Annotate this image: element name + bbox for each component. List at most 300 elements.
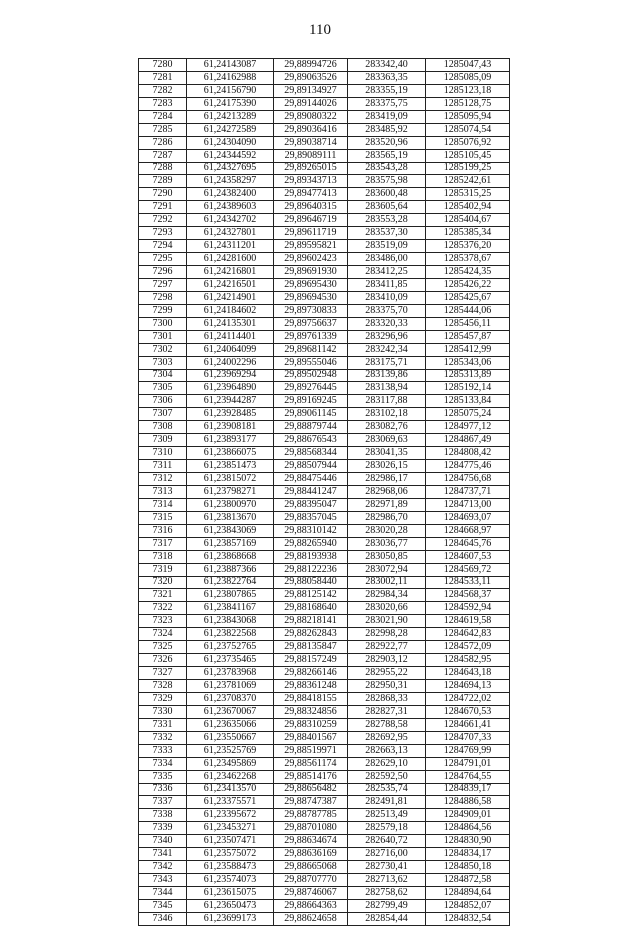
longitude-cell: 29,88193938 xyxy=(274,550,348,563)
x-coordinate-cell: 283600,48 xyxy=(348,188,426,201)
longitude-cell: 29,89761339 xyxy=(274,330,348,343)
longitude-cell: 29,88324856 xyxy=(274,705,348,718)
table-row xyxy=(139,395,510,408)
longitude-cell: 29,89756637 xyxy=(274,317,348,330)
point-number-cell: 7311 xyxy=(139,460,187,473)
x-coordinate-cell: 282950,31 xyxy=(348,680,426,693)
latitude-cell: 61,23798271 xyxy=(187,485,274,498)
point-number-cell: 7342 xyxy=(139,861,187,874)
point-number-cell: 7292 xyxy=(139,214,187,227)
longitude-cell: 29,89134927 xyxy=(274,84,348,97)
latitude-cell: 61,23783968 xyxy=(187,667,274,680)
point-number-cell: 7290 xyxy=(139,188,187,201)
table-row xyxy=(139,822,510,835)
y-coordinate-cell: 1285315,25 xyxy=(426,188,510,201)
latitude-cell: 61,23851473 xyxy=(187,460,274,473)
y-coordinate-cell: 1284769,99 xyxy=(426,744,510,757)
latitude-cell: 61,24064099 xyxy=(187,343,274,356)
longitude-cell: 29,89694530 xyxy=(274,291,348,304)
table-row xyxy=(139,692,510,705)
longitude-cell: 29,88665068 xyxy=(274,861,348,874)
longitude-cell: 29,88418155 xyxy=(274,692,348,705)
point-number-cell: 7284 xyxy=(139,110,187,123)
longitude-cell: 29,88475446 xyxy=(274,473,348,486)
point-number-cell: 7306 xyxy=(139,395,187,408)
point-number-cell: 7288 xyxy=(139,162,187,175)
x-coordinate-cell: 283375,70 xyxy=(348,304,426,317)
y-coordinate-cell: 1285075,24 xyxy=(426,408,510,421)
latitude-cell: 61,23615075 xyxy=(187,887,274,900)
point-number-cell: 7345 xyxy=(139,899,187,912)
longitude-cell: 29,88266146 xyxy=(274,667,348,680)
longitude-cell: 29,89555046 xyxy=(274,356,348,369)
y-coordinate-cell: 1284592,94 xyxy=(426,602,510,615)
latitude-cell: 61,24143087 xyxy=(187,59,274,72)
longitude-cell: 29,89063526 xyxy=(274,71,348,84)
x-coordinate-cell: 283021,90 xyxy=(348,615,426,628)
longitude-cell: 29,89646719 xyxy=(274,214,348,227)
latitude-cell: 61,23574073 xyxy=(187,874,274,887)
point-number-cell: 7346 xyxy=(139,912,187,925)
point-number-cell: 7309 xyxy=(139,434,187,447)
longitude-cell: 29,88265940 xyxy=(274,537,348,550)
x-coordinate-cell: 283605,64 xyxy=(348,201,426,214)
table-row xyxy=(139,809,510,822)
table-row xyxy=(139,874,510,887)
point-number-cell: 7302 xyxy=(139,343,187,356)
table-row xyxy=(139,705,510,718)
longitude-cell: 29,88624658 xyxy=(274,912,348,925)
y-coordinate-cell: 1285456,11 xyxy=(426,317,510,330)
table-row xyxy=(139,71,510,84)
table-row xyxy=(139,278,510,291)
x-coordinate-cell: 283411,85 xyxy=(348,278,426,291)
table-row xyxy=(139,628,510,641)
point-number-cell: 7318 xyxy=(139,550,187,563)
y-coordinate-cell: 1285199,25 xyxy=(426,162,510,175)
longitude-cell: 29,88058440 xyxy=(274,576,348,589)
table-row xyxy=(139,369,510,382)
x-coordinate-cell: 282968,06 xyxy=(348,485,426,498)
point-number-cell: 7333 xyxy=(139,744,187,757)
x-coordinate-cell: 282640,72 xyxy=(348,835,426,848)
x-coordinate-cell: 283486,00 xyxy=(348,253,426,266)
y-coordinate-cell: 1284713,00 xyxy=(426,498,510,511)
page-number: 110 xyxy=(309,22,331,38)
longitude-cell: 29,88568344 xyxy=(274,447,348,460)
longitude-cell: 29,88514176 xyxy=(274,770,348,783)
x-coordinate-cell: 283537,30 xyxy=(348,227,426,240)
y-coordinate-cell: 1284764,55 xyxy=(426,770,510,783)
longitude-cell: 29,89089111 xyxy=(274,149,348,162)
x-coordinate-cell: 283543,28 xyxy=(348,162,426,175)
longitude-cell: 29,89276445 xyxy=(274,382,348,395)
table-row xyxy=(139,770,510,783)
latitude-cell: 61,23525769 xyxy=(187,744,274,757)
latitude-cell: 61,23866075 xyxy=(187,447,274,460)
x-coordinate-cell: 282922,77 xyxy=(348,641,426,654)
x-coordinate-cell: 283419,09 xyxy=(348,110,426,123)
x-coordinate-cell: 283320,33 xyxy=(348,317,426,330)
y-coordinate-cell: 1285457,87 xyxy=(426,330,510,343)
table-row xyxy=(139,227,510,240)
x-coordinate-cell: 282513,49 xyxy=(348,809,426,822)
y-coordinate-cell: 1284872,58 xyxy=(426,874,510,887)
x-coordinate-cell: 282986,17 xyxy=(348,473,426,486)
table-row xyxy=(139,291,510,304)
y-coordinate-cell: 1285343,06 xyxy=(426,356,510,369)
point-number-cell: 7300 xyxy=(139,317,187,330)
table-row xyxy=(139,602,510,615)
longitude-cell: 29,89038714 xyxy=(274,136,348,149)
point-number-cell: 7307 xyxy=(139,408,187,421)
x-coordinate-cell: 283519,09 xyxy=(348,240,426,253)
x-coordinate-cell: 282758,62 xyxy=(348,887,426,900)
latitude-cell: 61,24213289 xyxy=(187,110,274,123)
point-number-cell: 7315 xyxy=(139,511,187,524)
table-row xyxy=(139,97,510,110)
longitude-cell: 29,89343713 xyxy=(274,175,348,188)
longitude-cell: 29,89602423 xyxy=(274,253,348,266)
x-coordinate-cell: 283575,98 xyxy=(348,175,426,188)
table-row xyxy=(139,848,510,861)
table-row xyxy=(139,783,510,796)
point-number-cell: 7283 xyxy=(139,97,187,110)
x-coordinate-cell: 283026,15 xyxy=(348,460,426,473)
point-number-cell: 7299 xyxy=(139,304,187,317)
table-row xyxy=(139,59,510,72)
longitude-cell: 29,88707770 xyxy=(274,874,348,887)
latitude-cell: 61,24175390 xyxy=(187,97,274,110)
longitude-cell: 29,89691930 xyxy=(274,266,348,279)
table-row xyxy=(139,641,510,654)
x-coordinate-cell: 282692,95 xyxy=(348,731,426,744)
latitude-cell: 61,23843068 xyxy=(187,615,274,628)
x-coordinate-cell: 283410,09 xyxy=(348,291,426,304)
table-row xyxy=(139,136,510,149)
latitude-cell: 61,24344592 xyxy=(187,149,274,162)
latitude-cell: 61,24272589 xyxy=(187,123,274,136)
y-coordinate-cell: 1284791,01 xyxy=(426,757,510,770)
latitude-cell: 61,24214901 xyxy=(187,291,274,304)
latitude-cell: 61,23575072 xyxy=(187,848,274,861)
table-row xyxy=(139,240,510,253)
y-coordinate-cell: 1284756,68 xyxy=(426,473,510,486)
table-row xyxy=(139,899,510,912)
point-number-cell: 7289 xyxy=(139,175,187,188)
y-coordinate-cell: 1285085,09 xyxy=(426,71,510,84)
table-row xyxy=(139,744,510,757)
table-row xyxy=(139,343,510,356)
y-coordinate-cell: 1285242,61 xyxy=(426,175,510,188)
y-coordinate-cell: 1284670,53 xyxy=(426,705,510,718)
y-coordinate-cell: 1284834,17 xyxy=(426,848,510,861)
table-row xyxy=(139,511,510,524)
table-row xyxy=(139,304,510,317)
longitude-cell: 29,89477413 xyxy=(274,188,348,201)
latitude-cell: 61,23857169 xyxy=(187,537,274,550)
longitude-cell: 29,88218141 xyxy=(274,615,348,628)
x-coordinate-cell: 283175,71 xyxy=(348,356,426,369)
longitude-cell: 29,88135847 xyxy=(274,641,348,654)
longitude-cell: 29,89036416 xyxy=(274,123,348,136)
point-number-cell: 7341 xyxy=(139,848,187,861)
x-coordinate-cell: 283020,28 xyxy=(348,524,426,537)
latitude-cell: 61,24304090 xyxy=(187,136,274,149)
latitude-cell: 61,23699173 xyxy=(187,912,274,925)
x-coordinate-cell: 283082,76 xyxy=(348,421,426,434)
latitude-cell: 61,24382400 xyxy=(187,188,274,201)
x-coordinate-cell: 283520,96 xyxy=(348,136,426,149)
y-coordinate-cell: 1285376,20 xyxy=(426,240,510,253)
point-number-cell: 7325 xyxy=(139,641,187,654)
point-number-cell: 7291 xyxy=(139,201,187,214)
latitude-cell: 61,23944287 xyxy=(187,395,274,408)
latitude-cell: 61,24281600 xyxy=(187,253,274,266)
x-coordinate-cell: 283296,96 xyxy=(348,330,426,343)
x-coordinate-cell: 282998,28 xyxy=(348,628,426,641)
point-number-cell: 7338 xyxy=(139,809,187,822)
point-number-cell: 7294 xyxy=(139,240,187,253)
table-row xyxy=(139,188,510,201)
point-number-cell: 7324 xyxy=(139,628,187,641)
point-number-cell: 7305 xyxy=(139,382,187,395)
point-number-cell: 7285 xyxy=(139,123,187,136)
x-coordinate-cell: 282713,62 xyxy=(348,874,426,887)
latitude-cell: 61,23650473 xyxy=(187,899,274,912)
table-row xyxy=(139,201,510,214)
x-coordinate-cell: 282986,70 xyxy=(348,511,426,524)
longitude-cell: 29,88561174 xyxy=(274,757,348,770)
y-coordinate-cell: 1285074,54 xyxy=(426,123,510,136)
point-number-cell: 7304 xyxy=(139,369,187,382)
table-row xyxy=(139,537,510,550)
y-coordinate-cell: 1284568,37 xyxy=(426,589,510,602)
longitude-cell: 29,89265015 xyxy=(274,162,348,175)
y-coordinate-cell: 1284694,13 xyxy=(426,680,510,693)
table-row xyxy=(139,576,510,589)
table-row xyxy=(139,835,510,848)
table-row xyxy=(139,887,510,900)
table-row xyxy=(139,214,510,227)
y-coordinate-cell: 1284643,18 xyxy=(426,667,510,680)
x-coordinate-cell: 282663,13 xyxy=(348,744,426,757)
table-row xyxy=(139,266,510,279)
y-coordinate-cell: 1285105,45 xyxy=(426,149,510,162)
point-number-cell: 7337 xyxy=(139,796,187,809)
table-row xyxy=(139,485,510,498)
latitude-cell: 61,23841167 xyxy=(187,602,274,615)
latitude-cell: 61,23908181 xyxy=(187,421,274,434)
point-number-cell: 7343 xyxy=(139,874,187,887)
latitude-cell: 61,23670067 xyxy=(187,705,274,718)
x-coordinate-cell: 282984,34 xyxy=(348,589,426,602)
x-coordinate-cell: 283069,63 xyxy=(348,434,426,447)
y-coordinate-cell: 1285133,84 xyxy=(426,395,510,408)
table-row xyxy=(139,330,510,343)
y-coordinate-cell: 1285076,92 xyxy=(426,136,510,149)
point-number-cell: 7328 xyxy=(139,680,187,693)
point-number-cell: 7282 xyxy=(139,84,187,97)
longitude-cell: 29,88310142 xyxy=(274,524,348,537)
table-row xyxy=(139,123,510,136)
latitude-cell: 61,23752765 xyxy=(187,641,274,654)
y-coordinate-cell: 1285412,99 xyxy=(426,343,510,356)
latitude-cell: 61,23462268 xyxy=(187,770,274,783)
point-number-cell: 7335 xyxy=(139,770,187,783)
y-coordinate-cell: 1284839,17 xyxy=(426,783,510,796)
y-coordinate-cell: 1285095,94 xyxy=(426,110,510,123)
longitude-cell: 29,88310259 xyxy=(274,718,348,731)
longitude-cell: 29,88634674 xyxy=(274,835,348,848)
x-coordinate-cell: 282629,10 xyxy=(348,757,426,770)
point-number-cell: 7323 xyxy=(139,615,187,628)
x-coordinate-cell: 283412,25 xyxy=(348,266,426,279)
y-coordinate-cell: 1284645,76 xyxy=(426,537,510,550)
point-number-cell: 7336 xyxy=(139,783,187,796)
latitude-cell: 61,23807865 xyxy=(187,589,274,602)
y-coordinate-cell: 1284642,83 xyxy=(426,628,510,641)
x-coordinate-cell: 283565,19 xyxy=(348,149,426,162)
table-row xyxy=(139,654,510,667)
table-row xyxy=(139,589,510,602)
x-coordinate-cell: 282579,18 xyxy=(348,822,426,835)
table-row xyxy=(139,718,510,731)
x-coordinate-cell: 283072,94 xyxy=(348,563,426,576)
latitude-cell: 61,23893177 xyxy=(187,434,274,447)
longitude-cell: 29,89730833 xyxy=(274,304,348,317)
x-coordinate-cell: 283036,77 xyxy=(348,537,426,550)
point-number-cell: 7340 xyxy=(139,835,187,848)
longitude-cell: 29,88636169 xyxy=(274,848,348,861)
latitude-cell: 61,24135301 xyxy=(187,317,274,330)
x-coordinate-cell: 283242,34 xyxy=(348,343,426,356)
y-coordinate-cell: 1285192,14 xyxy=(426,382,510,395)
longitude-cell: 29,89144026 xyxy=(274,97,348,110)
point-number-cell: 7296 xyxy=(139,266,187,279)
latitude-cell: 61,24162988 xyxy=(187,71,274,84)
longitude-cell: 29,89061145 xyxy=(274,408,348,421)
latitude-cell: 61,24216501 xyxy=(187,278,274,291)
point-number-cell: 7310 xyxy=(139,447,187,460)
table-row xyxy=(139,317,510,330)
x-coordinate-cell: 282788,58 xyxy=(348,718,426,731)
latitude-cell: 61,24389603 xyxy=(187,201,274,214)
point-number-cell: 7334 xyxy=(139,757,187,770)
table-row xyxy=(139,498,510,511)
longitude-cell: 29,88519971 xyxy=(274,744,348,757)
x-coordinate-cell: 283102,18 xyxy=(348,408,426,421)
latitude-cell: 61,23495869 xyxy=(187,757,274,770)
longitude-cell: 29,88441247 xyxy=(274,485,348,498)
y-coordinate-cell: 1285378,67 xyxy=(426,253,510,266)
longitude-cell: 29,89080322 xyxy=(274,110,348,123)
point-number-cell: 7317 xyxy=(139,537,187,550)
longitude-cell: 29,88676543 xyxy=(274,434,348,447)
longitude-cell: 29,88507944 xyxy=(274,460,348,473)
point-number-cell: 7316 xyxy=(139,524,187,537)
longitude-cell: 29,88395047 xyxy=(274,498,348,511)
latitude-cell: 61,24156790 xyxy=(187,84,274,97)
table-row xyxy=(139,680,510,693)
longitude-cell: 29,88262843 xyxy=(274,628,348,641)
table-row xyxy=(139,408,510,421)
point-number-cell: 7313 xyxy=(139,485,187,498)
point-number-cell: 7287 xyxy=(139,149,187,162)
x-coordinate-cell: 282955,22 xyxy=(348,667,426,680)
y-coordinate-cell: 1284569,72 xyxy=(426,563,510,576)
longitude-cell: 29,88879744 xyxy=(274,421,348,434)
coordinates-table xyxy=(138,58,510,926)
y-coordinate-cell: 1285123,18 xyxy=(426,84,510,97)
latitude-cell: 61,23800970 xyxy=(187,498,274,511)
y-coordinate-cell: 1284661,41 xyxy=(426,718,510,731)
y-coordinate-cell: 1284619,58 xyxy=(426,615,510,628)
longitude-cell: 29,88157249 xyxy=(274,654,348,667)
latitude-cell: 61,23887366 xyxy=(187,563,274,576)
table-row xyxy=(139,796,510,809)
point-number-cell: 7344 xyxy=(139,887,187,900)
longitude-cell: 29,89502948 xyxy=(274,369,348,382)
x-coordinate-cell: 282868,33 xyxy=(348,692,426,705)
y-coordinate-cell: 1285402,94 xyxy=(426,201,510,214)
x-coordinate-cell: 283485,92 xyxy=(348,123,426,136)
point-number-cell: 7286 xyxy=(139,136,187,149)
table-row xyxy=(139,162,510,175)
longitude-cell: 29,88994726 xyxy=(274,59,348,72)
longitude-cell: 29,88747387 xyxy=(274,796,348,809)
table-row xyxy=(139,460,510,473)
y-coordinate-cell: 1285426,22 xyxy=(426,278,510,291)
table-row xyxy=(139,524,510,537)
longitude-cell: 29,88656482 xyxy=(274,783,348,796)
x-coordinate-cell: 283363,35 xyxy=(348,71,426,84)
y-coordinate-cell: 1284737,71 xyxy=(426,485,510,498)
y-coordinate-cell: 1284867,49 xyxy=(426,434,510,447)
latitude-cell: 61,23781069 xyxy=(187,680,274,693)
point-number-cell: 7303 xyxy=(139,356,187,369)
point-number-cell: 7298 xyxy=(139,291,187,304)
latitude-cell: 61,23588473 xyxy=(187,861,274,874)
table-row xyxy=(139,434,510,447)
point-number-cell: 7297 xyxy=(139,278,187,291)
x-coordinate-cell: 282903,12 xyxy=(348,654,426,667)
latitude-cell: 61,23813670 xyxy=(187,511,274,524)
latitude-cell: 61,23550667 xyxy=(187,731,274,744)
latitude-cell: 61,23735465 xyxy=(187,654,274,667)
y-coordinate-cell: 1285404,67 xyxy=(426,214,510,227)
y-coordinate-cell: 1284852,07 xyxy=(426,899,510,912)
x-coordinate-cell: 283342,40 xyxy=(348,59,426,72)
y-coordinate-cell: 1285047,43 xyxy=(426,59,510,72)
point-number-cell: 7308 xyxy=(139,421,187,434)
x-coordinate-cell: 282730,41 xyxy=(348,861,426,874)
x-coordinate-cell: 283139,86 xyxy=(348,369,426,382)
latitude-cell: 61,23375571 xyxy=(187,796,274,809)
table-row xyxy=(139,149,510,162)
x-coordinate-cell: 283355,19 xyxy=(348,84,426,97)
x-coordinate-cell: 283117,88 xyxy=(348,395,426,408)
latitude-cell: 61,23928485 xyxy=(187,408,274,421)
y-coordinate-cell: 1284894,64 xyxy=(426,887,510,900)
y-coordinate-cell: 1285313,89 xyxy=(426,369,510,382)
y-coordinate-cell: 1284850,18 xyxy=(426,861,510,874)
latitude-cell: 61,24342702 xyxy=(187,214,274,227)
y-coordinate-cell: 1284909,01 xyxy=(426,809,510,822)
latitude-cell: 61,24358297 xyxy=(187,175,274,188)
longitude-cell: 29,89611719 xyxy=(274,227,348,240)
table-row xyxy=(139,421,510,434)
